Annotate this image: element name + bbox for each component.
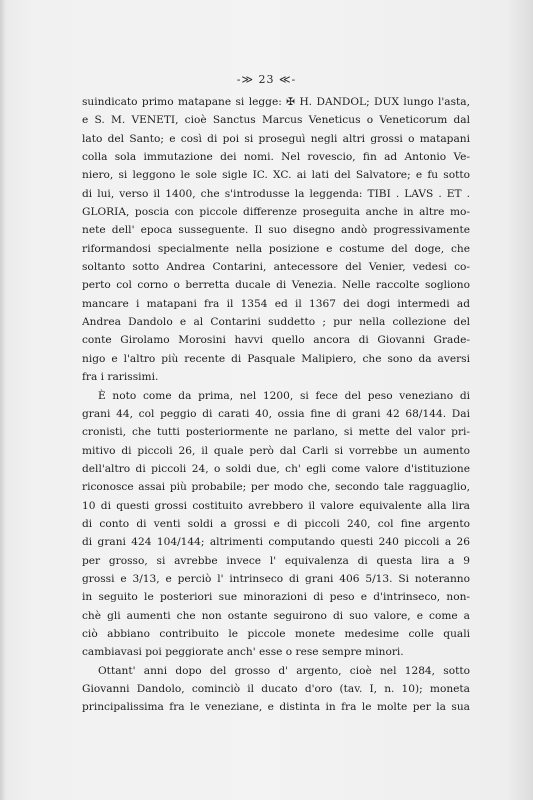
text-line: perto col corno o berretta ducale di Venezia. Nelle raccolte sogliono (82, 279, 470, 292)
page-number: -≫ 23 ≪- (236, 73, 297, 86)
text-line: suindicato primo matapane si legge: ✠ H. DANDOL; DUX lungo l'asta, (82, 96, 470, 108)
text-line: cronisti, che tutti posteriormente ne parlano, si mette del valor pri- (82, 426, 470, 439)
text-line: conte Girolamo Morosini havvi quello ancora di Giovanni Grade- (82, 334, 470, 347)
text-line: per grosso, si avrebbe invece l' equivalenza di questa lira a 9 (82, 554, 470, 567)
text-line: Giovanni Dandolo, cominciò il ducato d'oro (tav. I, n. 10); moneta (82, 683, 470, 695)
text-line: grossi e 3/13, e perciò l' intrinseco di grani 406 5/13. Si noteranno (82, 572, 470, 585)
text-line: riformandosi specialmente nella posizione e costume del doge, che (82, 242, 470, 255)
text-line: fra i rarissimi. (82, 371, 159, 384)
text-line: in seguito le posteriori sue minorazioni di peso e d'intrinseco, non- (82, 591, 470, 604)
text-line: colla sola immutazione dei nomi. Nel rovescio, fin ad Antonio Ve- (82, 151, 470, 164)
text-line: È noto come da prima, nel 1200, si fece del peso veneziano di (98, 389, 470, 402)
text-line: soltanto sotto Andrea Contarini, antecessore del Venier, vedesi co- (82, 261, 470, 274)
text-line: di conto di venti soldi a grossi e di piccoli 240, col fine argento (82, 517, 470, 530)
text-line: di lui, verso il 1400, che s'introdusse la leggenda: TIBI . LAVS . ET . (82, 187, 470, 200)
text-line: Ottant' anni dopo del grosso d' argento, cioè nel 1284, sotto (98, 664, 470, 677)
text-line: niero, si leggono le sole sigle IC. XC. ai lati del Salvatore; e fu sotto (82, 169, 470, 182)
text-line: lato del Santo; e così di poi si proseguì negli altri grossi o matapani (82, 132, 470, 145)
text-line: nete dell' epoca susseguente. Il suo disegno andò progressivamente (82, 224, 470, 237)
text-line: mitivo di piccoli 26, il quale però dal Carli si vorrebbe un aumento (82, 444, 470, 457)
text-line: grani 44, col peggio di carati 40, ossia fine di grani 42 68/144. Dai (82, 407, 470, 420)
body-text (82, 93, 470, 717)
page-gutter-shadow (0, 0, 6, 800)
text-line: GLORIA, poscia con piccole differenze proseguita anche in altre mo- (82, 206, 470, 219)
text-line: chè gli aumenti che non ostante seguirono di suo valore, e come a (82, 609, 470, 622)
text-line: 10 di questi grossi costituito avrebbero il valore equivalente alla lira (82, 499, 470, 512)
text-line: e S. M. VENETI, cioè Sanctus Marcus Veneticus o Veneticorum dal (82, 114, 470, 127)
text-line: mancare i matapani fra il 1354 ed il 1367 dei dogi intermedi ad (82, 297, 470, 310)
text-line: principalissima fra le veneziane, e distinta in fra le molte per la sua (82, 701, 470, 714)
text-line: nigo e l'altro più recente di Pasquale Malipiero, che sono da aversi (82, 352, 470, 365)
text-line: cambiavasi poi peggiorate anch' esse o rese sempre minori. (82, 646, 404, 659)
text-line: Andrea Dandolo e al Contarini suddetto ; pur nella collezione del (82, 316, 470, 329)
text-line: ciò abbiano contribuito le piccole monete medesime colle quali (82, 627, 470, 640)
text-line: riconosce assai più probabile; per modo che, secondo tale ragguaglio, (82, 481, 470, 494)
text-line: di grani 424 104/144; altrimenti computando questi 240 piccoli a 26 (82, 536, 470, 549)
text-line: dell'altro di piccoli 24, o soldi due, ch' egli come valore d'istituzione (82, 462, 470, 475)
